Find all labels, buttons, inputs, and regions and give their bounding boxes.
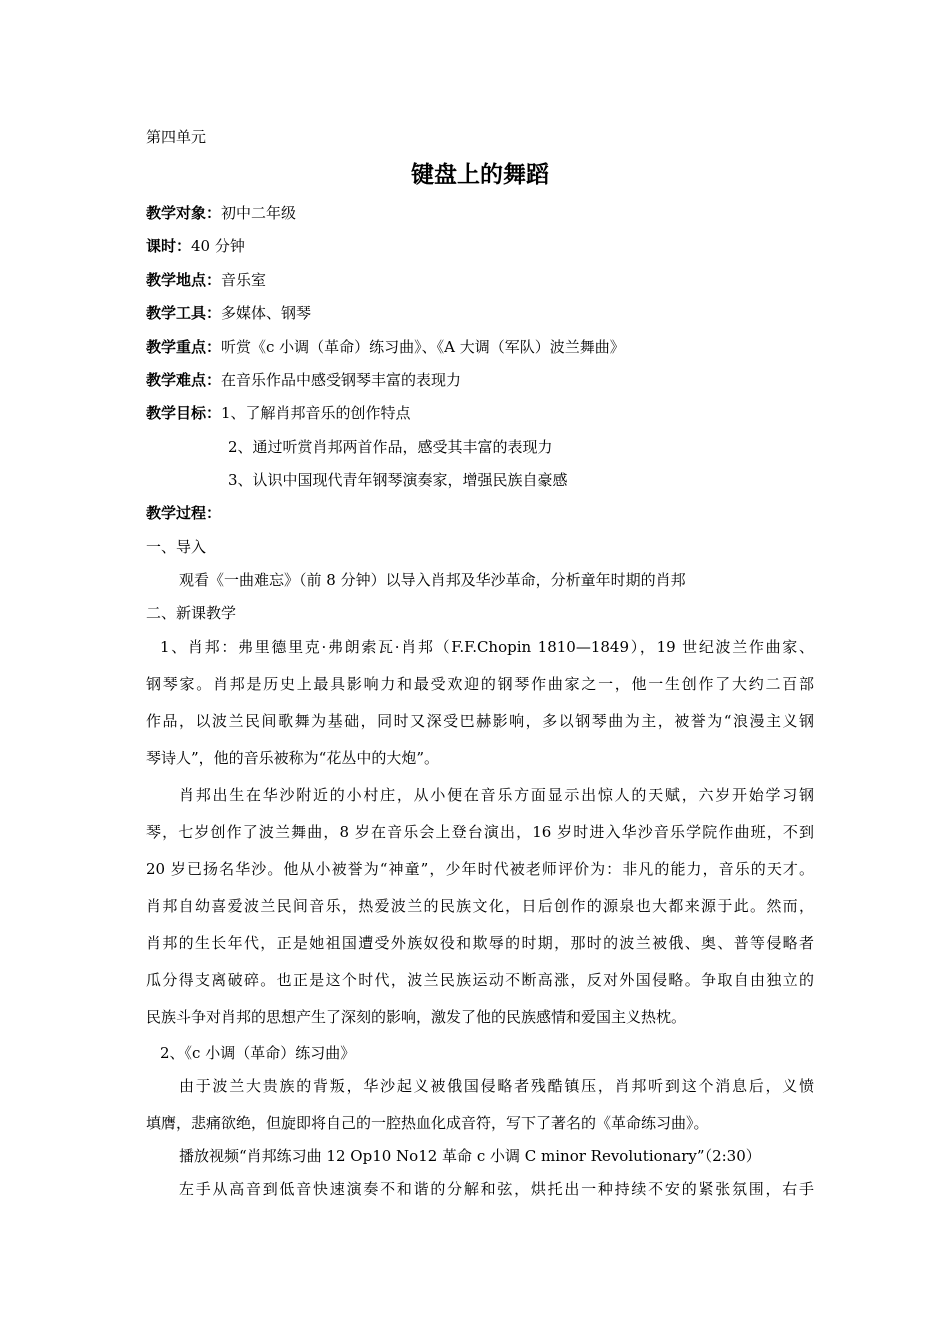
etude-paragraph-line: 由于波兰大贵族的背叛，华沙起义被俄国侵略者残酷镇压，肖邦听到这个消息后，义愤 [179,1077,814,1095]
bio-paragraph-line: 肖邦的生长年代，正是她祖国遭受外族奴役和欺辱的时期，那时的波兰被俄、奥、普等侵略者 [146,934,814,952]
info-value: 音乐室 [221,271,267,289]
info-value: 在音乐作品中感受钢琴丰富的表现力 [221,371,462,389]
info-value: 多媒体、钢琴 [221,304,312,322]
info-value: 初中二年级 [221,204,297,222]
bio-paragraph-line: 琴，七岁创作了波兰舞曲，8 岁在音乐会上登台演出，16 岁时进入华沙音乐学院作曲班，不到 [146,823,814,841]
process-label: 教学过程： [146,504,222,522]
analysis-line: 左手从高音到低音快速演奏不和谐的分解和弦，烘托出一种持续不安的紧张氛围，右手 [179,1180,814,1198]
etude-paragraph-line: 填膺，悲痛欲绝，但旋即将自己的一腔热血化成音符，写下了著名的《革命练习曲》。 [146,1114,709,1132]
page-title: 键盘上的舞蹈 [411,162,549,188]
info-row-tools [146,303,311,323]
section-heading-intro: 一、导入 [146,538,207,556]
unit-label: 第四单元 [146,128,207,146]
objective-item: 3、认识中国现代青年钢琴演奏家，增强民族自豪感 [228,471,568,489]
chopin-paragraph-line: 1、肖邦：弗里德里克·弗朗索瓦·肖邦（F.F.Chopin 1810—1849），19 世纪波兰作曲家、 [160,638,814,656]
chopin-paragraph-line: 作品，以波兰民间歌舞为基础，同时又深受巴赫影响，多以钢琴曲为主，被誉为“浪漫主义钢 [146,712,814,730]
info-label: 教学对象： [146,204,222,222]
bio-paragraph-line: 瓜分得支离破碎。也正是这个时代，波兰民族运动不断高涨，反对外国侵略。争取自由独立的 [146,971,814,989]
objectives-row [146,403,411,423]
bio-paragraph-line: 20 岁已扬名华沙。他从小被誉为“神童”，少年时代被老师评价为：非凡的能力，音乐的天才。 [146,860,814,878]
bio-paragraph-line: 民族斗争对肖邦的思想产生了深刻的影响，激发了他的民族感情和爱国主义热枕。 [146,1008,687,1026]
info-row-difficulty [146,370,461,390]
info-row-location [146,270,266,290]
chopin-paragraph-line: 钢琴家。肖邦是历史上最具影响力和最受欢迎的钢琴作曲家之一，他一生创作了大约二百部 [146,675,814,693]
objective-item: 2、通过听赏肖邦两首作品，感受其丰富的表现力 [228,438,553,456]
objectives-label: 教学目标： [146,404,222,422]
objective-item: 1、了解肖邦音乐的创作特点 [221,404,411,422]
info-value: 40 分钟 [191,237,245,255]
chopin-paragraph-line: 琴诗人”，他的音乐被称为“花丛中的大炮”。 [146,749,440,767]
info-label: 教学地点： [146,271,222,289]
etude-heading: 2、《c 小调（革命）练习曲》 [160,1044,356,1062]
info-row-focus [146,337,625,357]
bio-paragraph-line: 肖邦出生在华沙附近的小村庄，从小便在音乐方面显示出惊人的天赋，六岁开始学习钢 [179,786,814,804]
info-label: 课时： [146,237,192,255]
info-label: 教学工具： [146,304,222,322]
info-label: 教学重点： [146,338,222,356]
info-value: 听赏《c 小调（革命）练习曲》、《A 大调（军队）波兰舞曲》 [221,338,625,356]
info-row-target [146,203,296,223]
bio-paragraph-line: 肖邦自幼喜爱波兰民间音乐，热爱波兰的民族文化，日后创作的源泉也大都来源于此。然而， [146,897,814,915]
intro-text: 观看《一曲难忘》（前 8 分钟）以导入肖邦及华沙革命，分析童年时期的肖邦 [179,571,686,589]
document-page [146,0,814,1344]
video-line: 播放视频“肖邦练习曲 12 Op10 No12 革命 c 小调 C minor Revolutionary”（2:30） [179,1147,761,1165]
info-row-duration [146,236,245,256]
section-heading-new-lesson: 二、新课教学 [146,604,237,622]
info-label: 教学难点： [146,371,222,389]
